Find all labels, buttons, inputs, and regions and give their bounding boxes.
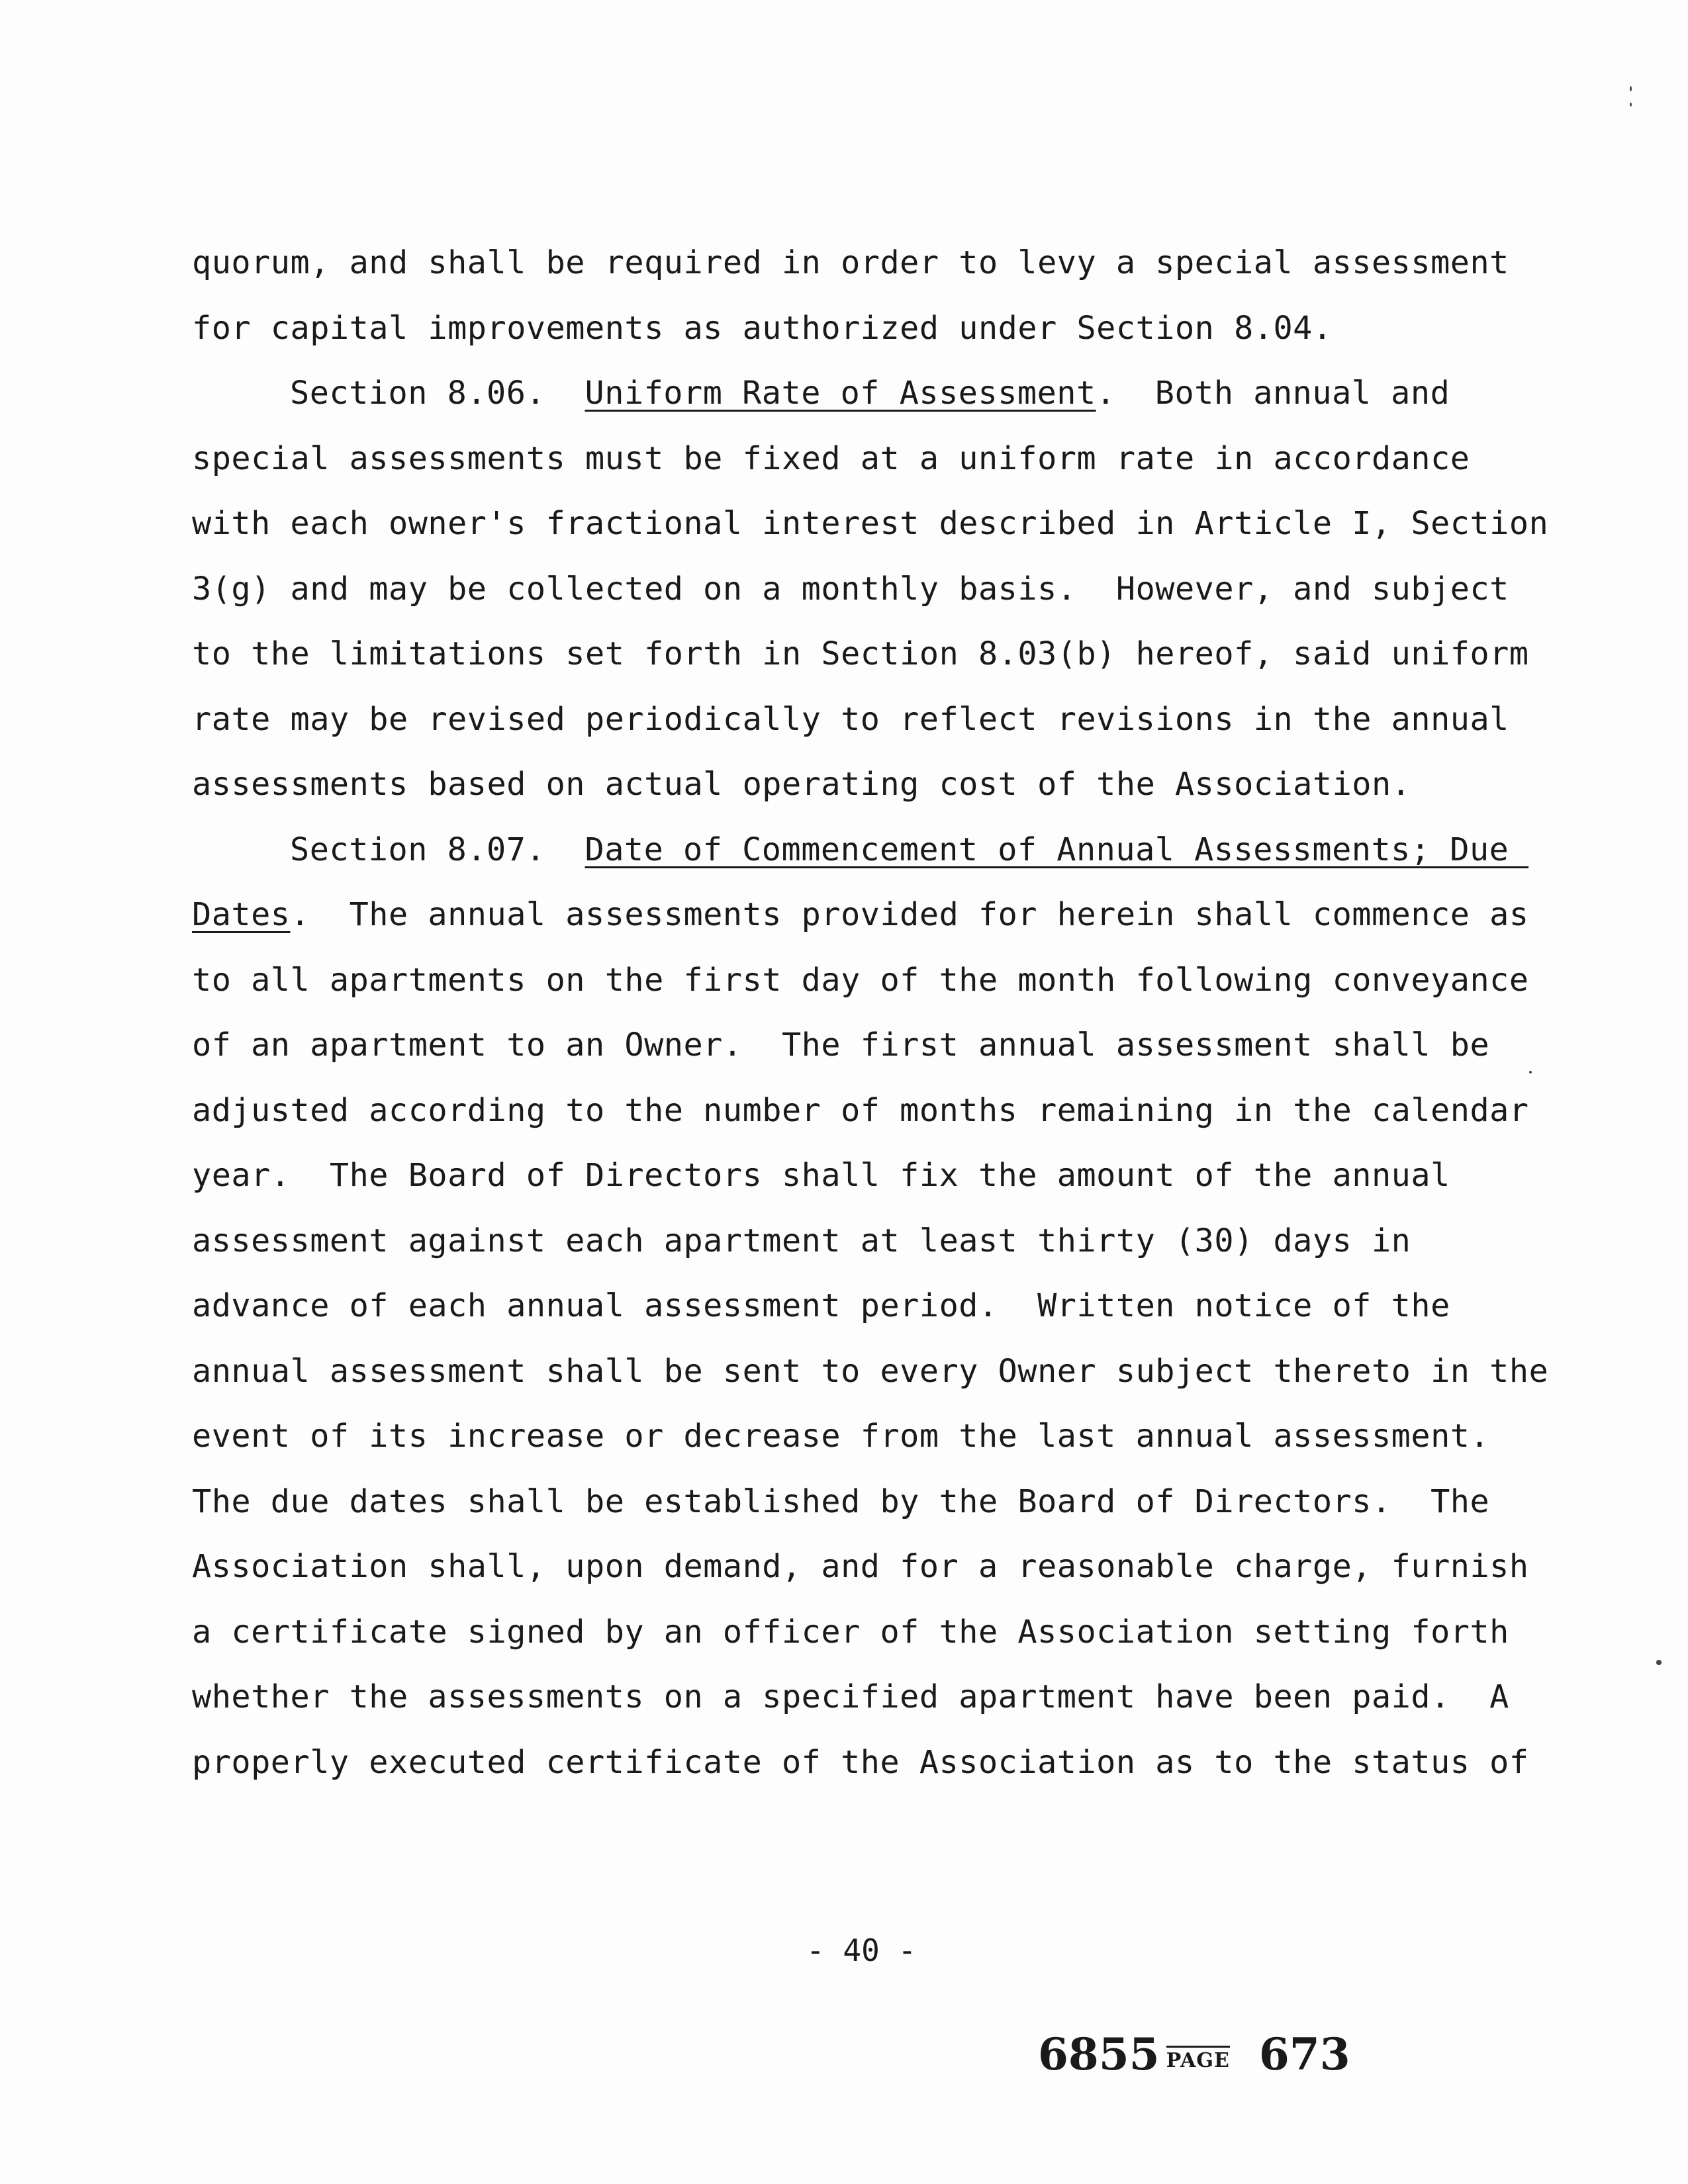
text-line [192,752,1569,817]
text-line [192,687,1569,752]
text-line [192,1208,1569,1274]
recording-page-number: 673 [1258,2028,1350,2080]
text-run: whether the assessments on a specified apartment have been paid. A [192,1678,1509,1715]
text-line [192,296,1569,361]
section-heading: Uniform Rate of Assessment [585,375,1096,412]
text-run: assessments based on actual operating cost of the Association. [192,766,1411,803]
text-line [192,1273,1569,1339]
text-run: quorum, and shall be required in order to levy a special assessment [192,244,1509,281]
scan-speck [1529,1071,1532,1073]
text-run: special assessments must be fixed at a uniform rate in accordance [192,439,1470,477]
recording-page-label: PAGE [1166,2046,1230,2072]
text-run: adjusted according to the number of months remaining in the calendar [192,1091,1529,1129]
text-run: with each owner's fractional interest described in Article I, Section [192,505,1549,542]
text-line [192,1078,1569,1144]
text-line [192,361,1569,426]
text-run: properly executed certificate of the Association as to the status of [192,1743,1529,1781]
text-run: for capital improvements as authorized under Section 8.04. [192,309,1333,347]
text-line [192,1469,1569,1535]
section-heading: Date of Commencement of Annual Assessments; Due [585,831,1529,868]
text-run: to the limitations set forth in Section 8.03(b) hereof, said uniform [192,635,1529,672]
text-line [192,426,1569,492]
paragraph [192,361,1569,817]
text-run: assessment against each apartment at least thirty (30) days in [192,1222,1411,1259]
text-line [192,1013,1569,1078]
text-line [192,230,1569,296]
text-line [192,817,1569,883]
text-line [192,882,1569,948]
text-line [192,557,1569,622]
section-heading: Dates [192,896,291,933]
text-run: annual assessment shall be sent to every Owner subject thereto in the [192,1352,1549,1390]
text-line [192,621,1569,687]
text-run: a certificate signed by an officer of the Association setting forth [192,1613,1509,1651]
text-run: Section 8.07. [290,831,585,868]
scan-speck [1630,103,1632,107]
text-line [192,1404,1569,1469]
text-line [192,491,1569,557]
text-run: The due dates shall be established by the Board of Directors. The [192,1482,1490,1520]
text-run: event of its increase or decrease from the last annual assessment. [192,1418,1490,1455]
text-line [192,1339,1569,1404]
text-line [192,1534,1569,1600]
text-run: of an apartment to an Owner. The first annual assessment shall be [192,1026,1490,1064]
text-run: advance of each annual assessment period. Written notice of the [192,1287,1450,1324]
text-run: to all apartments on the first day of the month following conveyance [192,961,1529,999]
text-run: . The annual assessments provided for herein shall commence as [290,896,1529,933]
text-run: Association shall, upon demand, and for a reasonable charge, furnish [192,1548,1529,1585]
text-line [192,1143,1569,1208]
scan-speck [1630,86,1632,91]
text-line [192,948,1569,1013]
text-run: rate may be revised periodically to reflect revisions in the annual [192,700,1509,738]
text-line [192,1730,1569,1796]
text-run: year. The Board of Directors shall fix the amount of the annual [192,1157,1450,1194]
recording-book-number: 6855 [1038,2028,1160,2080]
scan-speck [1656,1660,1662,1665]
paragraph [192,817,1569,1796]
page-number: - 40 - [806,1933,917,1968]
recording-stamp [1038,2028,1350,2080]
body-text [192,230,1569,1795]
text-run: . Both annual and [1096,375,1450,412]
paragraph [192,230,1569,361]
text-run: 3(g) and may be collected on a monthly basis. However, and subject [192,570,1509,608]
text-line [192,1600,1569,1665]
text-run: Section 8.06. [290,375,585,412]
text-line [192,1664,1569,1730]
